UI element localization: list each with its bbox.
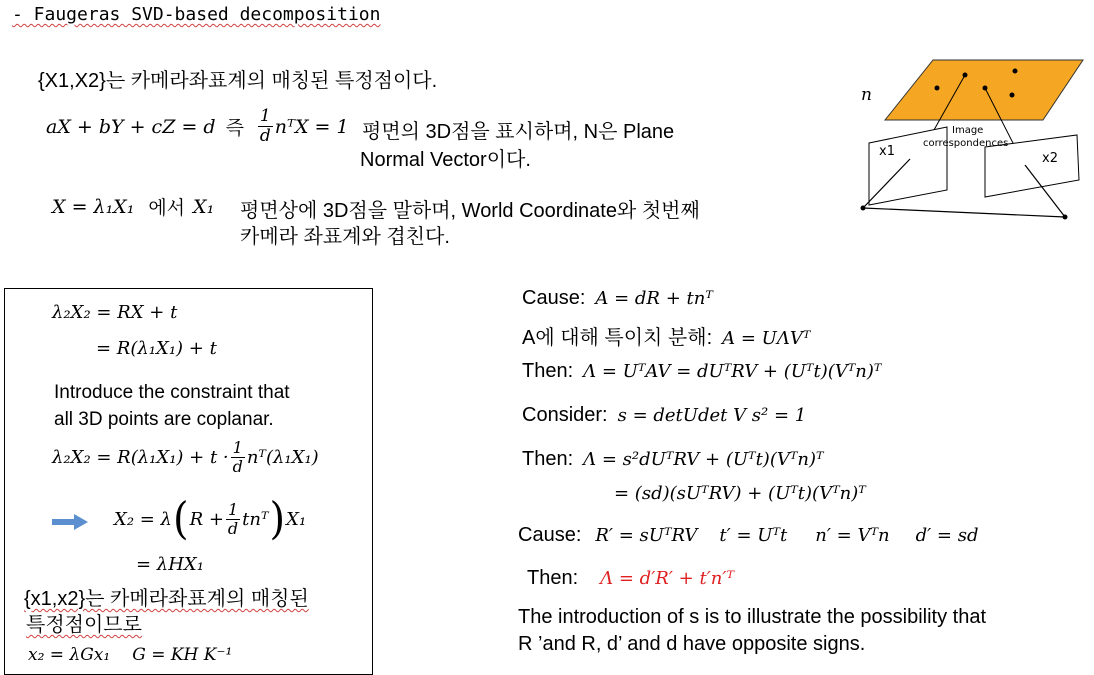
homography-diagram xyxy=(855,55,1085,230)
frac-numerator: 1 xyxy=(232,438,243,457)
x1-label: x1 xyxy=(879,144,895,159)
note-line-1: The introduction of s is to illustrate the possibility that xyxy=(518,606,987,628)
cause-eq: A = dR + tnᵀ xyxy=(595,288,713,309)
plane-equation-row xyxy=(46,108,349,145)
then-row-2 xyxy=(522,448,824,471)
left-text-3 xyxy=(24,582,309,611)
then-eq-1: Λ = UᵀAV = dUᵀRV + (Uᵀt)(Vᵀn)ᵀ xyxy=(583,361,882,382)
left-eq-3b: nᵀ(λ₁X₁) xyxy=(246,447,319,468)
cause-label: Cause: xyxy=(522,287,586,309)
then-row-3 xyxy=(527,567,734,590)
left-eq-3-row xyxy=(52,440,319,475)
left-eq-4b: R + xyxy=(189,508,224,530)
then-label-2: Then: xyxy=(522,448,574,470)
right-paren: ) xyxy=(269,493,286,545)
left-eq-3a: λ₂X₂ = R(λ₁X₁) + t · xyxy=(52,447,229,468)
plane-equation: aX + bY + cZ = d xyxy=(46,115,216,138)
left-eq-4-row xyxy=(114,493,307,545)
cause-label-2: Cause: xyxy=(518,524,582,546)
point-1 xyxy=(935,86,940,91)
then-eq-2b: = (sd)(sUᵀRV) + (Uᵀt)(Vᵀn)ᵀ xyxy=(614,483,866,504)
plane-equation-2: nᵀX = 1 xyxy=(274,115,349,138)
left-text-4 xyxy=(26,608,142,637)
then-label-1: Then: xyxy=(522,360,574,382)
cause2-eq-1: R′ = sUᵀRV xyxy=(595,525,698,546)
intro-desc-4: 카메라 좌표계와 겹친다. xyxy=(240,226,450,248)
camera-center-1 xyxy=(861,206,866,211)
frac-denominator: d xyxy=(259,126,271,146)
correspondences-label: correspondences xyxy=(923,138,1009,149)
eseo-word: 에서 xyxy=(148,198,186,219)
frac-denominator: d xyxy=(227,518,239,538)
left-eq-6b: G = KH K⁻¹ xyxy=(132,645,233,665)
x-equation-row xyxy=(52,193,214,220)
left-eq-2: = R(λ₁X₁) + t xyxy=(96,338,217,359)
left-eq-1: λ₂X₂ = RX + t xyxy=(52,302,178,323)
consider-eq: s = detUdet V s² = 1 xyxy=(617,405,807,426)
x-equation: X = λ₁X₁ xyxy=(52,195,135,218)
intro-desc-2: Normal Vector이다. xyxy=(360,149,531,171)
left-eq-6-row xyxy=(28,645,232,665)
x1-symbol: X₁ xyxy=(193,195,215,218)
svd-row xyxy=(522,321,810,350)
baseline xyxy=(863,208,1065,217)
camera-center-2 xyxy=(1063,215,1068,220)
normal-label: n xyxy=(861,85,872,105)
left-eq-4a: X₂ = λ xyxy=(114,508,172,530)
then-row-1 xyxy=(522,360,881,383)
jeuk-word: 즉 xyxy=(225,118,244,139)
cause2-eq-3: n′ = Vᵀn xyxy=(815,525,890,546)
cause2-eq-2: t′ = Uᵀt xyxy=(719,525,788,546)
left-text-4-content: 특정점이므로 xyxy=(26,614,142,636)
left-eq-4d: X₁ xyxy=(286,508,307,530)
left-text-3-content: {x1,x2}는 카메라좌표계의 매칭된 xyxy=(24,588,309,610)
left-eq-4-frac xyxy=(226,499,240,538)
left-eq-6a: x₂ = λGx₁ xyxy=(28,645,111,665)
cause2-eq-4: d′ = sd xyxy=(915,525,979,546)
left-eq-4c: tnᵀ xyxy=(242,508,269,530)
intro-line-1: {X1,X2}는 카메라좌표계의 매칭된 특정점이다. xyxy=(38,70,438,92)
x2-label: x2 xyxy=(1042,151,1058,166)
then-eq-2: Λ = s²dUᵀRV + (Uᵀt)(Vᵀn)ᵀ xyxy=(583,449,824,470)
one-over-d xyxy=(258,108,273,145)
point-3 xyxy=(1013,69,1018,74)
left-paren: ( xyxy=(172,493,189,545)
then-label-3: Then: xyxy=(527,567,579,589)
heading-line xyxy=(12,4,380,25)
frac-numerator: 1 xyxy=(259,106,271,126)
constraint-text-1: Introduce the constraint that xyxy=(54,382,290,403)
point-4 xyxy=(1010,93,1015,98)
intro-desc-3: 평면상에 3D점을 말하며, World Coordinate와 첫번째 xyxy=(240,200,700,222)
cause-row-2 xyxy=(518,524,979,547)
intro-desc-1: 평면의 3D점을 표시하며, N은 Plane xyxy=(362,121,675,143)
consider-row xyxy=(522,404,806,427)
svd-label: A에 대해 특이치 분해: xyxy=(522,327,713,349)
frac-numerator: 1 xyxy=(227,499,239,519)
consider-label: Consider: xyxy=(522,404,608,426)
cause-row xyxy=(522,287,713,310)
left-eq-5: = λHX₁ xyxy=(136,554,204,575)
then-eq-3: Λ = d′R′ + t′n′ᵀ xyxy=(600,568,735,589)
image-label: Image xyxy=(952,125,984,136)
implies-arrow-icon xyxy=(50,512,90,532)
frac-denominator: d xyxy=(232,457,243,476)
svd-eq: A = UΛVᵀ xyxy=(722,328,811,349)
page-heading: - Faugeras SVD-based decomposition xyxy=(12,4,381,25)
constraint-text-2: all 3D points are coplanar. xyxy=(54,409,274,430)
left-eq-3-frac xyxy=(231,440,245,475)
note-line-2: R ’and R, d’ and d have opposite signs. xyxy=(518,633,866,655)
